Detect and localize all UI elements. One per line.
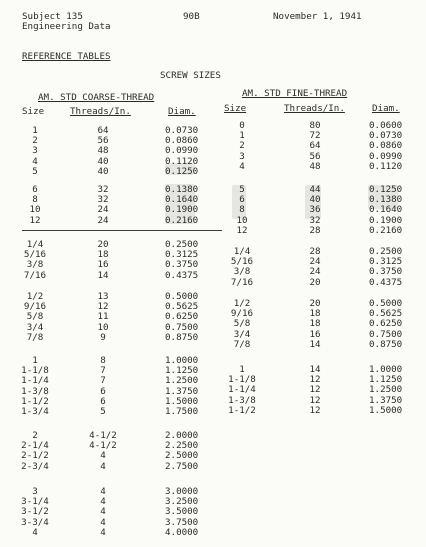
coarse-size-cell: 1-3/8 (21, 385, 49, 397)
fine-size-cell: 6 (239, 194, 245, 206)
fine-size-cell: 1/2 (233, 298, 251, 309)
fine-threads-cell: 12 (309, 384, 321, 396)
coarse-diam-cell: 1.3750 (165, 385, 199, 397)
coarse-diam-cell: 1.0000 (165, 355, 199, 366)
coarse-diam-cell: 3.0000 (165, 486, 199, 497)
coarse-size-cell: 2 (32, 135, 38, 147)
coarse-thread-title: AM. STD COARSE-THREAD (38, 92, 155, 103)
coarse-diam-cell: 2.7500 (165, 460, 199, 472)
coarse-threads-cell: 32 (97, 194, 109, 206)
coarse-size-cell: 9/16 (23, 301, 47, 313)
coarse-diam-cell: 0.0990 (165, 145, 199, 157)
coarse-size-cell: 4 (32, 155, 38, 167)
fine-diam-cell: 1.3750 (369, 394, 403, 406)
coarse-size-cell: 1 (32, 125, 38, 136)
fine-size-cell: 12 (236, 224, 248, 236)
coarse-size-cell: 3 (32, 486, 38, 497)
fine-diam-cell: 1.5000 (369, 404, 403, 416)
coarse-threads-cell: 7 (100, 375, 106, 387)
fine-diam-cell: 0.0990 (369, 150, 403, 162)
coarse-size-cell: 1-3/4 (21, 406, 49, 417)
fine-size-cell: 3 (239, 150, 245, 162)
fine-size-cell: 1 (239, 364, 245, 375)
coarse-diam-cell: 3.7500 (165, 516, 199, 528)
coarse-diam-cell: 0.0730 (165, 125, 199, 136)
coarse-size-cell: 6 (32, 184, 38, 195)
fine-size-cell: 8 (239, 204, 245, 216)
table-title: SCREW SIZES (160, 70, 221, 81)
coarse-size-cell: 3-3/4 (21, 516, 49, 528)
coarse-threads-cell: 48 (97, 145, 109, 157)
coarse-size-cell: 3/4 (26, 321, 44, 333)
fine-size-cell: 4 (239, 160, 245, 172)
fine-size-header: Size (224, 103, 247, 114)
coarse-threads-cell: 4 (100, 506, 106, 518)
fine-threads-cell: 24 (309, 266, 321, 278)
fine-threads-cell: 20 (309, 276, 321, 288)
fine-diam-cell: 0.3125 (369, 256, 403, 268)
fine-size-cell: 0 (239, 120, 245, 131)
coarse-diam-cell: 0.5000 (165, 291, 199, 302)
coarse-size-cell: 7/8 (26, 331, 44, 343)
fine-threads-cell: 48 (309, 160, 321, 172)
coarse-diam-cell: 2.2500 (165, 440, 199, 452)
fine-size-cell: 5/16 (230, 256, 254, 268)
coarse-threads-cell: 64 (97, 125, 109, 136)
fine-size-cell: 1/4 (233, 246, 251, 257)
fine-threads-cell: 12 (309, 394, 321, 406)
coarse-size-cell: 5/8 (26, 311, 44, 323)
fine-diam-cell: 0.4375 (369, 276, 403, 288)
fine-threads-cell: 20 (309, 298, 321, 309)
coarse-size-header: Size (22, 106, 45, 117)
coarse-diam-cell: 0.5625 (165, 301, 199, 313)
coarse-size-cell: 5/16 (23, 249, 47, 261)
coarse-diam-cell: 1.2500 (165, 375, 199, 387)
coarse-size-cell: 1/2 (26, 291, 44, 302)
fine-threads-cell: 40 (309, 194, 321, 206)
fine-size-cell: 5 (239, 184, 245, 195)
fine-size-cell: 7/16 (230, 276, 254, 288)
coarse-threads-cell: 10 (97, 321, 109, 333)
coarse-size-cell: 8 (32, 194, 38, 206)
fine-diam-cell: 0.0730 (369, 130, 403, 142)
coarse-threads-cell: 4 (100, 450, 106, 462)
coarse-threads-cell: 4 (100, 516, 106, 528)
coarse-threads-cell: 12 (97, 301, 109, 313)
coarse-size-cell: 1-1/8 (21, 365, 49, 377)
fine-diam-cell: 0.2160 (369, 224, 403, 236)
coarse-size-cell: 1-1/2 (21, 395, 49, 407)
coarse-size-cell: 2-3/4 (21, 460, 49, 472)
fine-size-cell: 10 (236, 214, 248, 226)
coarse-threads-cell: 4-1/2 (89, 430, 117, 441)
fine-diam-cell: 0.6250 (369, 318, 403, 330)
fine-threads-cell: 28 (309, 246, 321, 257)
fine-diam-header: Diam. (372, 103, 400, 114)
fine-threads-cell: 36 (309, 204, 321, 216)
fine-threads-cell: 18 (309, 318, 321, 330)
coarse-diam-cell: 3.5000 (165, 506, 199, 518)
coarse-diam-cell: 3.2500 (165, 496, 199, 508)
fine-threads-cell: 56 (309, 150, 321, 162)
coarse-threads-cell: 20 (97, 239, 109, 250)
fine-diam-cell: 0.7500 (369, 328, 403, 340)
fine-diam-cell: 1.0000 (369, 364, 403, 375)
coarse-threads-cell: 4 (100, 460, 106, 472)
coarse-diam-cell: 0.8750 (165, 331, 199, 343)
coarse-diam-cell: 1.5000 (165, 395, 199, 407)
fine-diam-cell: 0.8750 (369, 338, 403, 350)
coarse-diam-cell: 0.1640 (165, 194, 199, 206)
coarse-threads-cell: 7 (100, 365, 106, 377)
coarse-threads-cell: 40 (97, 155, 109, 167)
coarse-size-cell: 2 (32, 430, 38, 441)
section-title: REFERENCE TABLES (22, 51, 111, 62)
fine-diam-cell: 0.1900 (369, 214, 403, 226)
fine-diam-cell: 1.2500 (369, 384, 403, 396)
coarse-size-cell: 12 (29, 214, 41, 226)
coarse-threads-cell: 14 (97, 269, 109, 281)
fine-threads-cell: 28 (309, 224, 321, 236)
coarse-diam-cell: 0.1380 (165, 184, 199, 195)
coarse-threads-cell: 24 (97, 204, 109, 216)
coarse-threads-cell: 40 (97, 165, 109, 177)
fine-size-cell: 1-3/8 (228, 394, 256, 406)
coarse-threads-cell: 18 (97, 249, 109, 261)
coarse-size-cell: 3-1/2 (21, 506, 49, 518)
coarse-threads-cell: 13 (97, 291, 109, 302)
fine-size-cell: 3/8 (233, 266, 251, 278)
fine-diam-cell: 0.5625 (369, 308, 403, 320)
coarse-diam-cell: 4.0000 (165, 526, 199, 538)
coarse-diam-cell: 0.2500 (165, 239, 199, 250)
coarse-size-cell: 3 (32, 145, 38, 157)
coarse-threads-header: Threads/In. (70, 106, 131, 117)
coarse-threads-cell: 56 (97, 135, 109, 147)
coarse-threads-cell: 9 (100, 331, 106, 343)
coarse-size-cell: 3-1/4 (21, 496, 49, 508)
fine-diam-cell: 0.1120 (369, 160, 403, 172)
subject-line: Subject 135 (22, 11, 83, 22)
fine-threads-cell: 14 (309, 364, 321, 375)
page-number: 90B (183, 11, 200, 22)
coarse-threads-cell: 32 (97, 184, 109, 195)
coarse-diam-cell: 1.1250 (165, 365, 199, 377)
coarse-size-cell: 5 (32, 165, 38, 177)
fine-threads-header: Threads/In. (284, 103, 345, 114)
fine-threads-cell: 12 (309, 374, 321, 386)
coarse-size-cell: 1-1/4 (21, 375, 49, 387)
fine-threads-cell: 80 (309, 120, 321, 131)
fine-thread-title: AM. STD FINE-THREAD (242, 88, 348, 99)
coarse-threads-cell: 4-1/2 (89, 440, 117, 452)
coarse-threads-cell: 6 (100, 395, 106, 407)
fine-size-cell: 5/8 (233, 318, 251, 330)
fine-size-cell: 7/8 (233, 338, 251, 350)
fine-threads-cell: 32 (309, 214, 321, 226)
coarse-diam-cell: 0.3750 (165, 259, 199, 271)
coarse-diam-cell: 0.1900 (165, 204, 199, 216)
coarse-diam-cell: 0.6250 (165, 311, 199, 323)
fine-size-cell: 1-1/8 (228, 374, 256, 386)
fine-size-cell: 1-1/4 (228, 384, 256, 396)
coarse-diam-cell: 0.0860 (165, 135, 199, 147)
fine-threads-cell: 72 (309, 130, 321, 142)
coarse-diam-cell: 0.2160 (165, 214, 199, 226)
coarse-diam-cell: 0.7500 (165, 321, 199, 333)
fine-threads-cell: 44 (309, 184, 321, 195)
coarse-threads-cell: 6 (100, 385, 106, 397)
coarse-threads-cell: 8 (100, 355, 106, 366)
fine-size-cell: 3/4 (233, 328, 251, 340)
coarse-size-cell: 2-1/4 (21, 440, 49, 452)
fine-diam-cell: 0.2500 (369, 246, 403, 257)
fine-diam-cell: 0.0600 (369, 120, 403, 131)
fine-diam-cell: 0.1380 (369, 194, 403, 206)
coarse-threads-cell: 5 (100, 406, 106, 417)
fine-threads-cell: 18 (309, 308, 321, 320)
coarse-size-cell: 7/16 (23, 269, 47, 281)
coarse-diam-cell: 0.4375 (165, 269, 199, 281)
coarse-threads-cell: 11 (97, 311, 109, 323)
coarse-size-cell: 10 (29, 204, 41, 216)
fine-diam-cell: 0.1640 (369, 204, 403, 216)
coarse-threads-cell: 16 (97, 259, 109, 271)
fine-threads-cell: 12 (309, 404, 321, 416)
coarse-threads-cell: 4 (100, 496, 106, 508)
coarse-diam-cell: 0.1120 (165, 155, 199, 167)
category-line: Engineering Data (22, 21, 111, 32)
fine-size-cell: 2 (239, 140, 245, 152)
coarse-size-cell: 2-1/2 (21, 450, 49, 462)
coarse-diam-cell: 0.1250 (165, 165, 199, 177)
fine-threads-cell: 14 (309, 338, 321, 350)
fine-diam-cell: 0.1250 (369, 184, 403, 195)
fine-threads-cell: 64 (309, 140, 321, 152)
fine-threads-cell: 16 (309, 328, 321, 340)
coarse-size-cell: 1 (32, 355, 38, 366)
fine-diam-cell: 1.1250 (369, 374, 403, 386)
fine-diam-cell: 0.5000 (369, 298, 403, 309)
coarse-diam-cell: 0.3125 (165, 249, 199, 261)
coarse-threads-cell: 24 (97, 214, 109, 226)
coarse-diam-cell: 2.0000 (165, 430, 199, 441)
fine-diam-cell: 0.0860 (369, 140, 403, 152)
fine-size-cell: 1-1/2 (228, 404, 256, 416)
coarse-size-cell: 3/8 (26, 259, 44, 271)
fine-size-cell: 1 (239, 130, 245, 142)
document-date: November 1, 1941 (273, 11, 362, 22)
coarse-threads-cell: 4 (100, 486, 106, 497)
fine-threads-cell: 24 (309, 256, 321, 268)
coarse-group-divider (22, 230, 222, 231)
fine-diam-cell: 0.3750 (369, 266, 403, 278)
coarse-size-cell: 1/4 (26, 239, 44, 250)
coarse-diam-cell: 1.7500 (165, 406, 199, 417)
coarse-diam-header: Diam. (168, 106, 196, 117)
coarse-size-cell: 4 (32, 526, 38, 538)
coarse-threads-cell: 4 (100, 526, 106, 538)
fine-size-cell: 9/16 (230, 308, 254, 320)
coarse-diam-cell: 2.5000 (165, 450, 199, 462)
